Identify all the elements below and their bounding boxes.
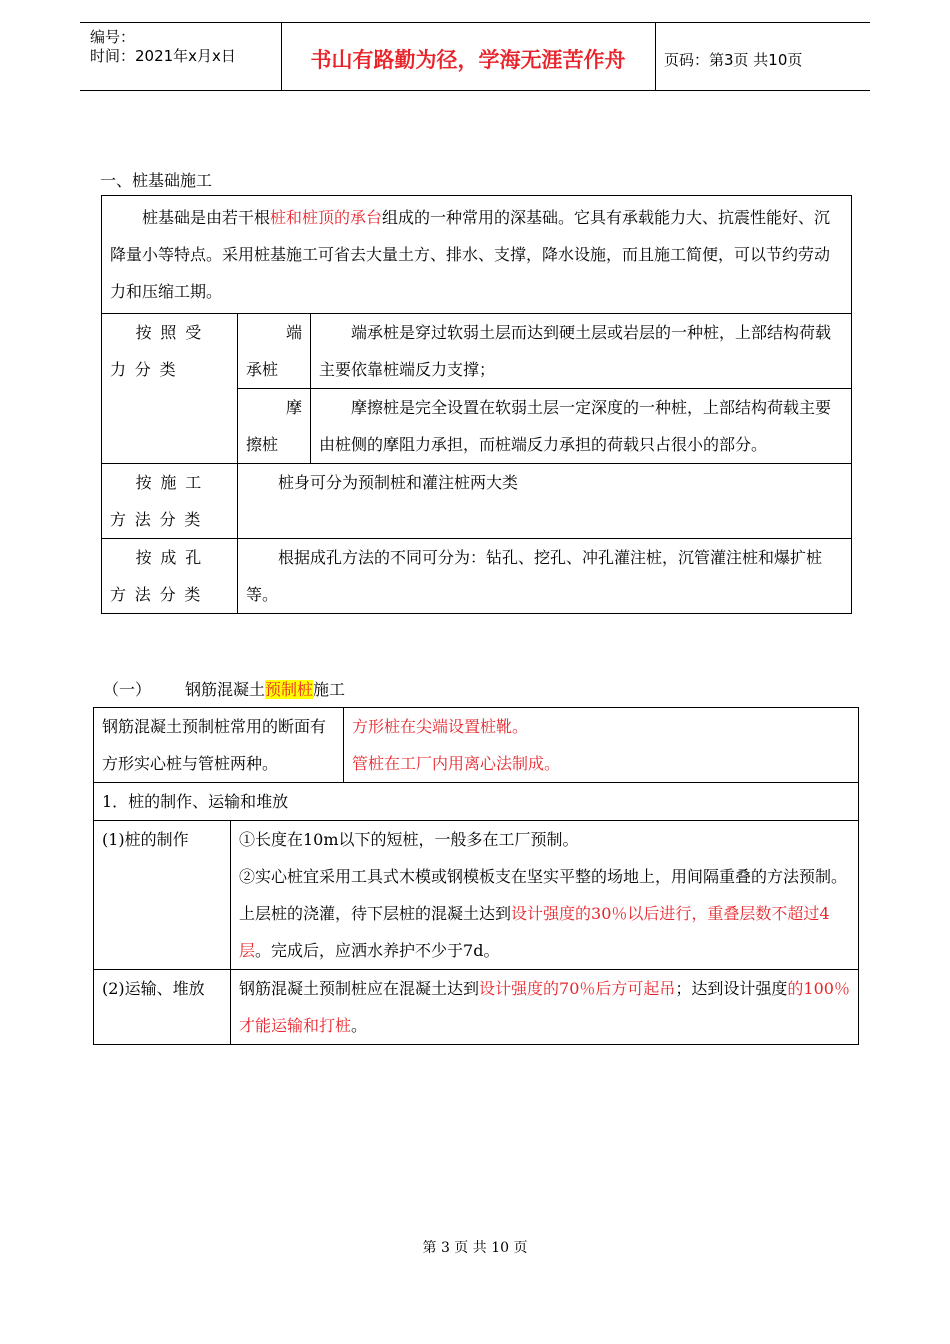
transport-suffix: 。 — [351, 1016, 368, 1035]
table-row — [102, 314, 852, 389]
section2-title-suffix: 施工 — [313, 680, 346, 699]
header-motto: 书山有路勤为径，学海无涯苦作舟 — [310, 48, 626, 72]
section2-title — [103, 677, 345, 700]
sub-label: 摩 擦桩 — [238, 389, 311, 464]
intro-right — [344, 708, 859, 783]
transport-content — [231, 970, 859, 1045]
table-row — [102, 539, 852, 614]
intro-right-line-2: 管桩在工厂内用离心法制成。 — [352, 754, 561, 773]
transport-highlight-2: 的100％才能运输和打桩 — [239, 979, 850, 1035]
header-top-rule — [80, 22, 870, 23]
header-number-label: 编号： — [90, 28, 136, 46]
header-bottom-rule — [80, 90, 870, 91]
table-row — [102, 196, 852, 314]
pile-foundation-table — [101, 195, 852, 614]
table-row — [102, 464, 852, 539]
section1-intro — [102, 196, 852, 314]
page-footer: 第 3 页 共 10 页 — [422, 1240, 528, 1256]
make-item-2-text: ②实心桩宜采用工具式木模或钢模板支在坚实平整的场地上，用间隔重叠的方法预制。上层桩的浇灌，待下层桩的混凝土达到 — [239, 867, 848, 923]
section1-title: 一、桩基础施工 — [100, 171, 213, 190]
subheading: 1．桩的制作、运输和堆放 — [94, 783, 859, 821]
make-content — [231, 821, 859, 970]
intro-right-line-1: 方形桩在尖端设置桩靴。 — [352, 717, 529, 736]
row-label: 按照受力分类 — [102, 314, 238, 464]
intro-text-continued: 组成的一种常用的深基础。它具有承载能力大、抗震性能好、沉降量小等特点。采用桩基施工可省去大量土方、排水、支撑，降水设施，而且施工简便，可以节约劳动力和压缩工期。 — [110, 208, 831, 301]
intro-highlight: 桩和桩顶的承台 — [270, 208, 383, 227]
section2-title-highlight: 预制桩 — [265, 680, 314, 699]
header-divider-right — [655, 22, 656, 90]
header-page-label: 页码：第3页 共10页 — [664, 51, 803, 69]
make-item-2-highlight: 设计强度的30％以后进行，重叠层数不超过4层 — [239, 904, 830, 960]
sub-text: 端承桩是穿过软弱土层而达到硬土层或岩层的一种桩，上部结构荷载主要依靠桩端反力支撑； — [311, 314, 852, 389]
row-label: 按施工方法分类 — [102, 464, 238, 539]
table-row — [94, 708, 859, 783]
row-text: 桩身可分为预制桩和灌注桩两大类 — [238, 464, 852, 539]
table-row — [94, 970, 859, 1045]
row-text: 根据成孔方法的不同可分为：钻孔、挖孔、冲孔灌注桩，沉管灌注桩和爆扩桩等。 — [238, 539, 852, 614]
transport-text: 钢筋混凝土预制桩应在混凝土达到 — [239, 979, 480, 998]
header-time-label: 时间：2021年x月x日 — [90, 47, 236, 65]
transport-text-mid: ；达到设计强度 — [675, 979, 788, 998]
intro-left: 钢筋混凝土预制桩常用的断面有方形实心桩与管桩两种。 — [94, 708, 344, 783]
make-item-2-suffix: 。完成后，应洒水养护不少于7d。 — [255, 941, 500, 960]
make-item-1: ①长度在10m以下的短桩，一般多在工厂预制。 — [239, 830, 579, 849]
table-row — [94, 783, 859, 821]
make-item-2 — [239, 858, 850, 969]
transport-label: (2)运输、堆放 — [94, 970, 231, 1045]
transport-highlight-1: 设计强度的70％后方可起吊 — [479, 979, 676, 998]
sub-text: 摩擦桩是完全设置在软弱土层一定深度的一种桩，上部结构荷载主要由桩侧的摩阻力承担，而桩端反力承担的荷载只占很小的部分。 — [311, 389, 852, 464]
section2-number: （一） — [103, 680, 152, 699]
row-label: 按成孔方法分类 — [102, 539, 238, 614]
make-label: (1)桩的制作 — [94, 821, 231, 970]
precast-pile-table — [93, 707, 859, 1045]
sub-label: 端 承桩 — [238, 314, 311, 389]
section2-title-text: 钢筋混凝土 — [185, 680, 266, 699]
intro-text: 桩基础是由若干根 — [142, 208, 271, 227]
table-row — [94, 821, 859, 970]
